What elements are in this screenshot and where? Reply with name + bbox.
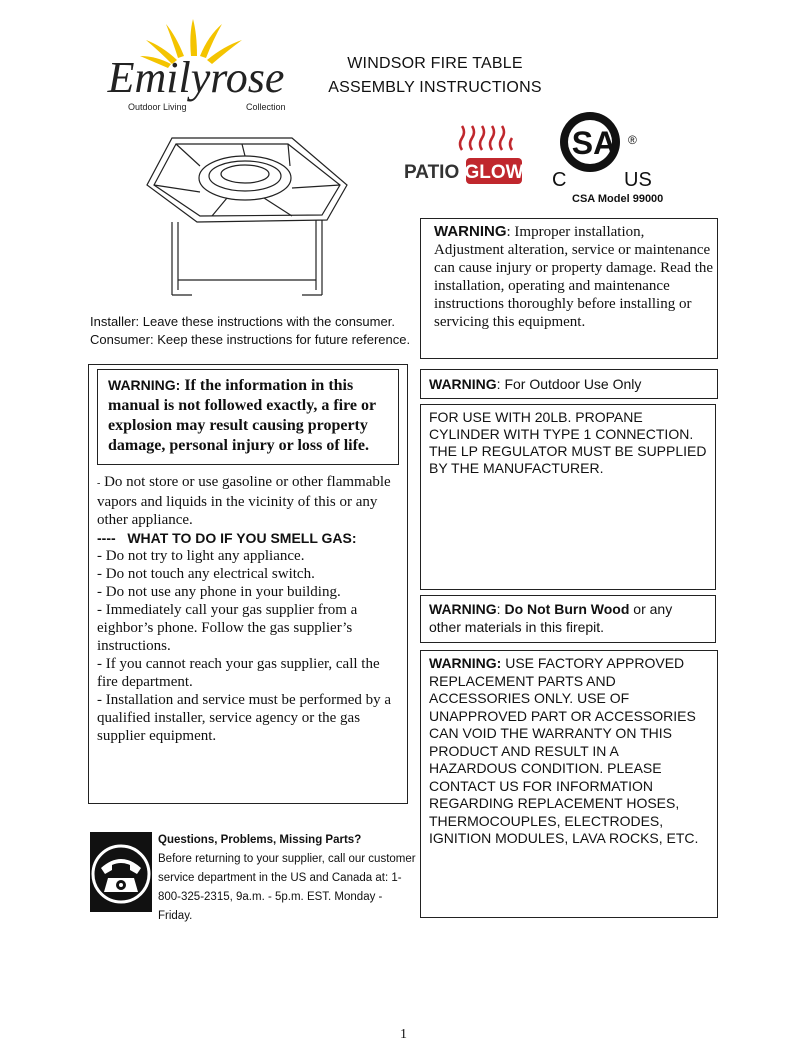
csa-registered: ® [628, 133, 637, 147]
warning-wood-text: or any other materials in this firepit. [429, 601, 673, 635]
logo-tagline-left: Outdoor Living [128, 102, 187, 112]
emilyrose-logo [96, 14, 296, 114]
warning-gas-box [88, 364, 408, 804]
list-item: - Immediately call your gas supplier from a eighbor’s phone. Follow the gas supplier’s instructions. [97, 602, 358, 654]
warning-installation-lead: WARNING [434, 223, 507, 240]
gas-safety-list [97, 473, 401, 745]
list-item: - If you cannot reach your gas supplier, call the fire department. [97, 656, 380, 690]
gas-intro-dash: - [97, 478, 101, 489]
page-number: 1 [400, 1027, 407, 1042]
warning-fire-explosion-body: If the information in this manual is not followed exactly, a fire or explosion may result causing property damage, personal injury or loss of life. [108, 377, 376, 454]
flame-waves-icon [460, 126, 512, 150]
warning-installation-text [434, 223, 714, 331]
csa-model-number: CSA Model 99000 [572, 193, 664, 205]
gas-intro-text: Do not store or use gasoline or other flammable vapors and liquids in the vicinity of this or any other appliance. [97, 474, 391, 528]
list-item: - Do not use any phone in your building. [97, 584, 341, 600]
csa-us: US [624, 169, 652, 191]
lp-cylinder-notice-box [420, 404, 716, 590]
patioglow-logo [402, 120, 524, 190]
telephone-icon [90, 832, 152, 912]
warning-wood-bold: Do Not Burn Wood [504, 601, 630, 617]
fire-table-illustration [142, 130, 362, 305]
page-title [300, 52, 570, 100]
warning-outdoor-text: : For Outdoor Use Only [496, 376, 642, 392]
installer-note-line-2: Consumer: Keep these instructions for future reference. [90, 332, 411, 347]
installer-note-line-1: Installer: Leave these instructions with the consumer. [90, 314, 395, 329]
warning-factory-text: USE FACTORY APPROVED REPLACEMENT PARTS AND ACCESSORIES ONLY. USE OF UNAPPROVED PART OR ACCESSORIES CAN VOID THE WARRANTY ON THIS PRODUCT AND RESULT IN A HAZARDOUS CONDITION. PLEASE CONTACT US FOR INFORMATION REGARDING REPLACEMENT HOSES, THERMOCOUPLES, ELECTRODES, IGNITION MODULES, LAVA ROCKS, ETC. [429, 655, 699, 846]
csa-mark-text: SA [571, 125, 617, 161]
title-line-2: ASSEMBLY INSTRUCTIONS [328, 79, 542, 96]
list-item: - Do not touch any electrical switch. [97, 566, 315, 582]
warning-fire-explosion-lead: WARNING: [108, 377, 181, 393]
title-line-1: WINDSOR FIRE TABLE [347, 55, 523, 72]
warning-outdoor-box [420, 369, 718, 399]
warning-wood-lead: WARNING [429, 601, 497, 617]
list-item: - Do not try to light any appliance. [97, 548, 305, 564]
support-body: Before returning to your supplier, call our customer service department in the US and Canada at: 1-800-325-2315, 9a.m. - 5p.m. EST. Monday - Friday. [158, 853, 416, 922]
support-heading: Questions, Problems, Missing Parts? [158, 834, 362, 846]
patioglow-text-right: GLOW [464, 162, 524, 183]
warning-wood-colon: : [496, 601, 505, 617]
warning-installation-box [420, 218, 718, 359]
patioglow-text-left: PATIO [404, 162, 460, 183]
logo-tagline-right: Collection [246, 102, 286, 112]
warning-fire-explosion-box [97, 369, 399, 465]
smell-gas-dashes: ---- [97, 530, 116, 546]
customer-support-info [158, 831, 418, 926]
warning-factory-parts-box [420, 650, 718, 918]
smell-gas-heading-text: WHAT TO DO IF YOU SMELL GAS: [127, 530, 357, 546]
warning-fire-explosion-text [108, 375, 398, 456]
installer-note [90, 313, 410, 349]
list-item: - Installation and service must be performed by a qualified installer, service agency or the gas supplier equipment. [97, 692, 392, 744]
lp-cylinder-notice-text: FOR USE WITH 20LB. PROPANE CYLINDER WITH TYPE 1 CONNECTION. THE LP REGULATOR MUST BE SUPPLIED BY THE MANUFACTURER. [429, 409, 707, 476]
gas-intro [97, 473, 401, 529]
warning-wood-box [420, 595, 716, 643]
smell-gas-heading [97, 529, 401, 547]
csa-logo [548, 108, 684, 192]
csa-c: C [552, 169, 567, 191]
warning-outdoor-lead: WARNING [429, 376, 497, 392]
warning-factory-lead: WARNING: [429, 655, 502, 671]
logo-brand: Emilyrose [107, 53, 285, 102]
warning-installation-body: : Improper installation, Adjustment alteration, service or maintenance can cause injury or property damage. Read the installation, operating and maintenance instructions thoroughly before installing or servicing this equipment. [434, 224, 714, 330]
